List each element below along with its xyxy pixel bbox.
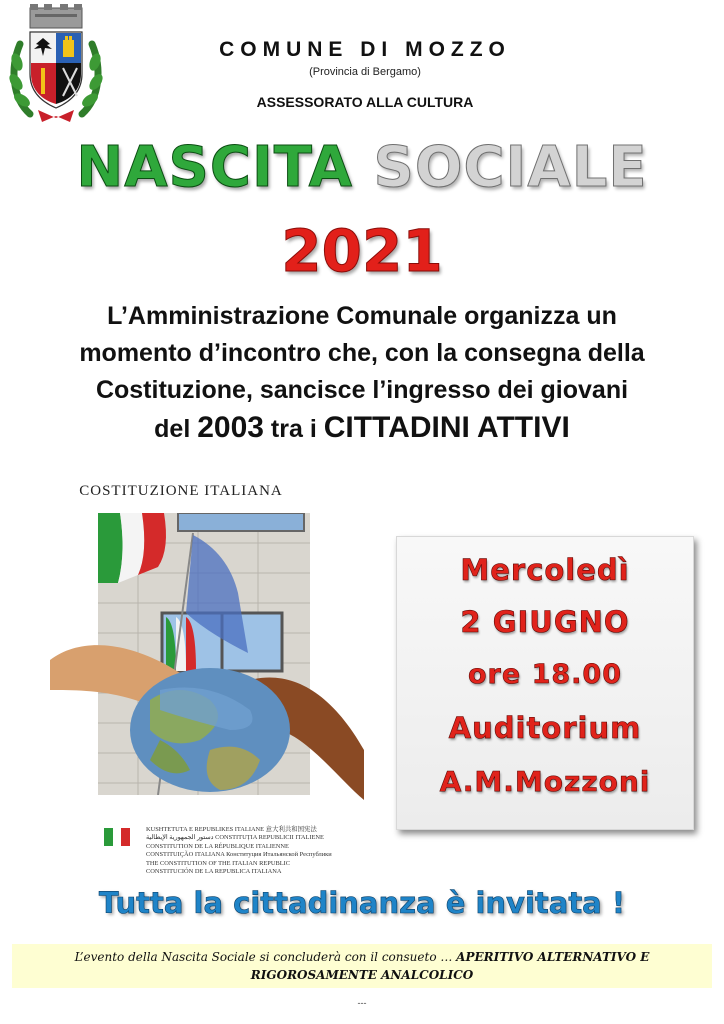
language-line: CONSTITUIÇÃO ITALIANA Конституция Итальянской Республики: [146, 851, 332, 859]
italian-flag-icon: [104, 828, 130, 846]
department-label: ASSESSORATO ALLA CULTURA: [256, 94, 474, 110]
intro-line-4-part: del: [154, 415, 198, 443]
invitation-line: Tutta la cittadinanza è invitata !: [98, 886, 626, 920]
intro-line-3: Costituzione, sancisce l’ingresso dei giovani: [95, 376, 629, 404]
intro-paragraph: [0, 298, 724, 448]
event-day: Mercoledì: [460, 553, 630, 587]
constitution-languages-list: [146, 826, 376, 876]
municipal-crest-logo: [8, 2, 104, 126]
language-line: THE CONSTITUTION OF THE ITALIAN REPUBLIC: [146, 859, 291, 867]
intro-line-1: L’Amministrazione Comunale organizza un: [107, 302, 617, 330]
title-word-sociale: SOCIALE: [373, 135, 648, 200]
event-year: 2021: [281, 217, 443, 285]
event-date: 2 GIUGNO: [460, 605, 630, 639]
active-citizens-highlight: CITTADINI ATTIVI: [323, 411, 570, 444]
cover-title: COSTITUZIONE ITALIANA: [79, 483, 283, 499]
language-line: CONSTITUTION DE LA RÉPUBLIQUE ITALIENNE: [146, 842, 289, 850]
birth-year-highlight: 2003: [197, 411, 264, 444]
event-venue-line-2: A.M.Mozzoni: [439, 765, 651, 798]
intro-line-4: [0, 409, 724, 448]
intro-line-4-part: tra i: [263, 415, 324, 443]
language-line: KUSHTETUTA E REPUBLIKES ITALIANE 意大利共和国宪法: [146, 826, 317, 833]
footer-note-text: L’evento della Nascita Sociale si concluderà con il consueto …: [74, 950, 457, 964]
joined-hands-globe-image: [50, 630, 364, 810]
footer-note-highlight: APERITIVO ALTERNATIVO E RIGOROSAMENTE ANALCOLICO: [250, 950, 650, 982]
event-title: [0, 134, 724, 202]
bottom-separator: ---: [357, 998, 367, 1008]
event-time: ore 18.00: [468, 659, 622, 690]
intro-line-2: momento d’incontro che, con la consegna della: [79, 339, 645, 367]
language-line: دستور الجمهورية الإيطالية CONSTITUȚIA REPUBLICII ITALIENE: [146, 834, 324, 842]
province-label: (Provincia di Bergamo): [309, 66, 421, 78]
language-line: CONSTITUCIÓN DE LA REPUBLICA ITALIANA: [146, 868, 282, 876]
event-details-box: [396, 536, 694, 830]
footer-note: [12, 948, 712, 984]
title-word-nascita: NASCITA: [76, 135, 353, 200]
event-venue-line-1: Auditorium: [448, 711, 642, 745]
municipality-name: COMUNE DI MOZZO: [219, 38, 511, 61]
